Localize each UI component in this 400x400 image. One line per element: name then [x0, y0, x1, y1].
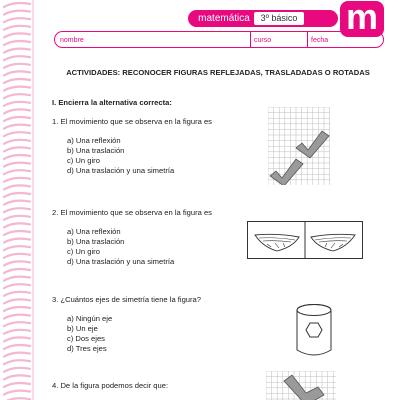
grid-figure-1: [268, 107, 330, 185]
spiral-loop: [4, 307, 30, 311]
cylinder-figure: [294, 303, 334, 359]
spiral-loop: [4, 246, 30, 250]
spiral-loop: [4, 3, 30, 7]
option[interactable]: a) Una reflexión: [67, 136, 121, 145]
spiral-loop: [4, 322, 30, 326]
spiral-loop: [4, 375, 30, 379]
boats-figure: [247, 221, 363, 259]
spiral-loop: [4, 125, 30, 129]
spiral-loop: [4, 284, 30, 288]
name-field-label: nombre: [60, 37, 84, 44]
spiral-loop: [4, 49, 30, 53]
spiral-loop: [4, 26, 30, 30]
date-field-label: fecha: [311, 37, 329, 44]
spiral-loop: [4, 79, 30, 83]
spiral-loop: [4, 41, 30, 45]
spiral-loop: [4, 383, 30, 387]
spiral-loop: [4, 208, 30, 212]
divider: [307, 32, 308, 47]
spiral-loop: [4, 277, 30, 281]
question-4: 4. De la figura podemos decir que:: [52, 381, 169, 390]
option[interactable]: d) Una traslación y una simetría: [67, 166, 175, 175]
spiral-loop: [4, 368, 30, 372]
spiral-loop: [4, 337, 30, 341]
spiral-loop: [4, 201, 30, 205]
option[interactable]: b) Una traslación: [67, 146, 125, 155]
option[interactable]: c) Un giro: [67, 156, 100, 165]
spiral-loop: [4, 178, 30, 182]
option[interactable]: b) Un eje: [67, 324, 98, 333]
spiral-loop: [4, 261, 30, 265]
spiral-loop: [4, 185, 30, 189]
spiral-loop: [4, 155, 30, 159]
course-field-label: curso: [254, 37, 272, 44]
spiral-loop: [4, 292, 30, 296]
logo: m: [340, 1, 384, 37]
spiral-loop: [4, 353, 30, 357]
spiral-loop: [4, 330, 30, 334]
spiral-loop: [4, 18, 30, 22]
spiral-loop: [4, 231, 30, 235]
grid-figure-4: [266, 371, 336, 400]
page-title: ACTIVIDADES: RECONOCER FIGURAS REFLEJADAS, TRASLADADAS O ROTADAS: [66, 68, 370, 77]
spiral-loop: [4, 102, 30, 106]
spiral-loop: [4, 140, 30, 144]
spiral-binding: [0, 0, 36, 400]
spiral-loop: [4, 216, 30, 220]
spiral-loop: [4, 360, 30, 364]
spiral-loop: [4, 11, 30, 15]
spiral-loop: [4, 223, 30, 227]
spiral-loop: [4, 254, 30, 258]
question-3: 3. ¿Cuántos ejes de simetría tiene la figura?: [52, 295, 202, 304]
spiral-loop: [4, 71, 30, 75]
spiral-loop: [4, 94, 30, 98]
spiral-loop: [4, 193, 30, 197]
option[interactable]: a) Ningún eje: [67, 314, 113, 323]
spiral-loop: [4, 269, 30, 273]
spiral-loop: [4, 163, 30, 167]
spiral-loop: [4, 109, 30, 113]
option[interactable]: a) Una reflexión: [67, 227, 121, 236]
spiral-loop: [4, 87, 30, 91]
spiral-loop: [4, 132, 30, 136]
spiral-loop: [4, 56, 30, 60]
spiral-loop: [4, 239, 30, 243]
section-heading: I. Encierra la alternativa correcta:: [52, 98, 172, 107]
spiral-loop: [4, 391, 30, 395]
option[interactable]: d) Una traslación y una simetría: [67, 257, 175, 266]
spiral-loop: [4, 345, 30, 349]
question-1: 1. El movimiento que se observa en la figura es: [52, 117, 212, 126]
spiral-loop: [4, 147, 30, 151]
option[interactable]: d) Tres ejes: [67, 344, 107, 353]
spiral-loop: [4, 315, 30, 319]
divider: [250, 32, 251, 47]
option[interactable]: c) Dos ejes: [67, 334, 105, 343]
spiral-loop: [4, 170, 30, 174]
spiral-loop: [4, 64, 30, 68]
spiral-loop: [4, 33, 30, 37]
arrow-shape: [284, 375, 324, 400]
subject-label: matemática: [198, 13, 250, 24]
spiral-loop: [4, 299, 30, 303]
question-2: 2. El movimiento que se observa en la figura es: [52, 208, 212, 217]
grade-label: 3º básico: [254, 12, 304, 25]
hexagon-shape: [306, 323, 322, 337]
option[interactable]: b) Una traslación: [67, 237, 125, 246]
student-info-bar: [54, 31, 384, 48]
spiral-loop: [4, 117, 30, 121]
option[interactable]: c) Un giro: [67, 247, 100, 256]
